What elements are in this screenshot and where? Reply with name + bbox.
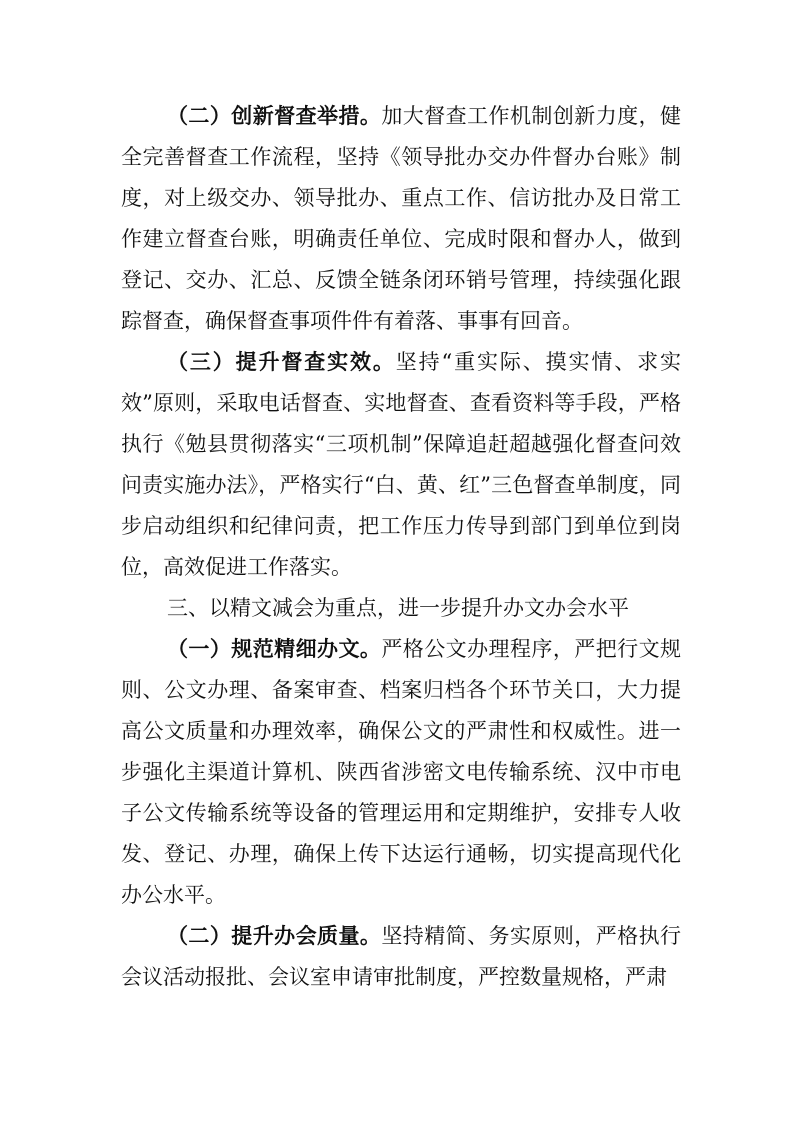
paragraph-lead: （一）规范精细办文。 [167,637,382,661]
paragraph-text: 坚持精简、务实原则，严格执行会议活动报批、会议室申请审批制度，严控数量规格，严肃 [121,924,682,989]
paragraph-text: 严格公文办理程序，严把行文规则、公文办理、备案审查、档案归档各个环节关口，大力提高公文质量和办理效率，确保公文的严肃性和权威性。进一步强化主渠道计算机、陕西省涉密文电传输系统、汉中市电子公文传输系统等设备的管理运用和定期维护，安排专人收发、登记、办理，确保上传下达运行通畅，切实提高现代化办公水平。 [121,637,682,907]
paragraph-text: 加大督查工作机制创新力度，健全完善督查工作流程，坚持《领导批办交办件督办台账》制度，对上级交办、领导批办、重点工作、信访批办及日常工作建立督查台账，明确责任单位、完成时限和督办人，做到登记、交办、汇总、反馈全链条闭环销号管理，持续强化跟踪督查，确保督查事项件件有着落、事事有回音。 [121,104,682,333]
paragraph-innovate-supervision [121,96,681,342]
paragraph-lead: （二）提升办会质量。 [167,924,382,948]
paragraph-text: 坚持“重实际、摸实情、求实效”原则，采取电话督查、实地督查、查看资料等手段，严格执行《勉县贯彻落实“三项机制”保障追赶超越强化督查问效问责实施办法》，严格实行“白、黄、红”三色督查单制度，同步启动组织和纪律问责，把工作压力传导到部门到单位到岗位，高效促进工作落实。 [121,350,681,579]
paragraph-lead: （三）提升督查实效。 [167,350,396,374]
document-page [121,96,681,998]
section-heading-3 [121,588,681,629]
paragraph-improve-meetings [121,916,681,998]
paragraph-standardize-documents [121,629,681,916]
section-heading-text: 三、以精文减会为重点，进一步提升办文办会水平 [167,596,629,620]
paragraph-improve-effectiveness [121,342,681,588]
paragraph-lead: （二）创新督查举措。 [167,104,382,128]
